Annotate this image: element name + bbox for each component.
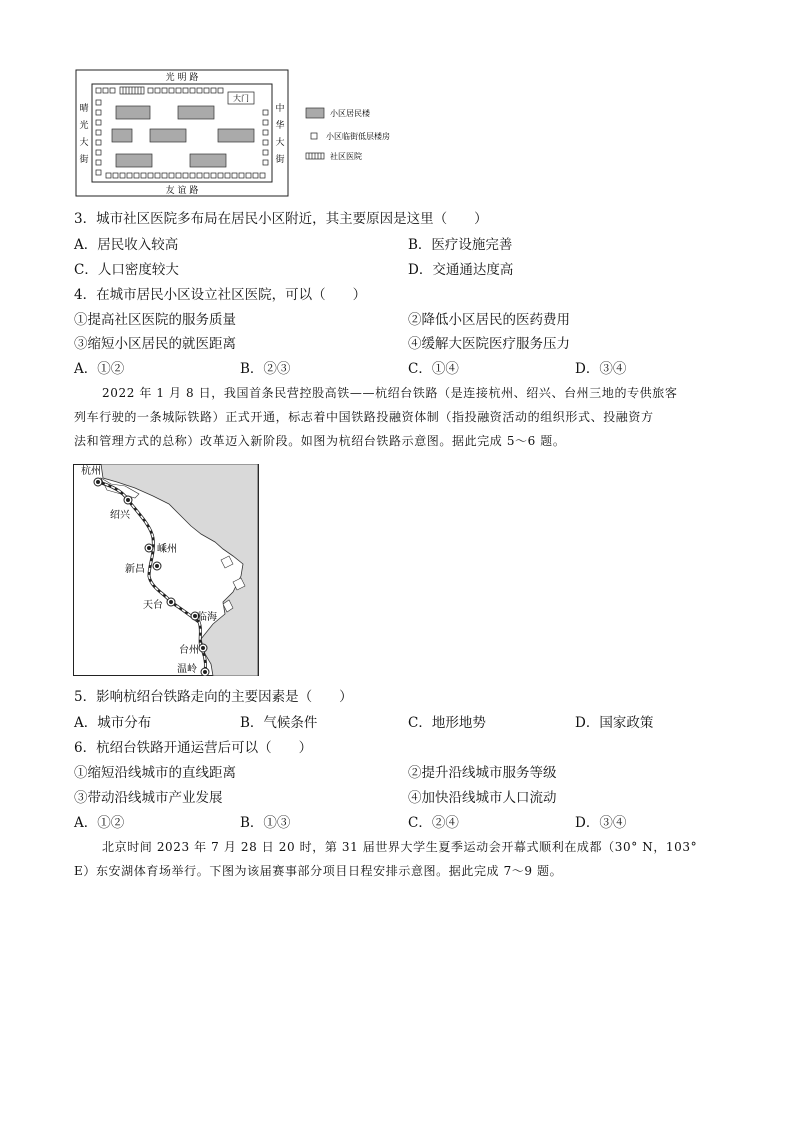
q3-option-b: B．医疗设施完善	[408, 237, 513, 253]
road-east-label-3: 大	[275, 138, 285, 148]
legend-hospital-label: 社区医院	[330, 152, 362, 161]
q6-option-c: C．②④	[408, 815, 459, 831]
road-west-label-1: 晴	[79, 104, 89, 114]
q5-stem: 5．影响杭绍台铁路走向的主要因素是（ ）	[74, 689, 353, 705]
q4-statement-4: ④缓解大医院医疗服务压力	[408, 336, 570, 352]
road-west-label-3: 大	[79, 138, 89, 148]
city-label-hangzhou: 杭州	[81, 466, 101, 477]
q4-statement-2: ②降低小区居民的医药费用	[408, 312, 570, 328]
residential-buildings	[112, 106, 254, 167]
q3-option-a: A．居民收入较高	[74, 237, 179, 253]
road-north-label: 光 明 路	[165, 73, 199, 83]
passage2-line1: 2022 年 1 月 8 日，我国首条民营控股高铁——杭绍台铁路（是连接杭州、绍兴、台州三地的专供旅客	[102, 386, 678, 400]
community-map-figure	[70, 66, 410, 200]
road-west-label-4: 街	[79, 155, 89, 165]
q4-option-b: B．②③	[240, 361, 291, 377]
q5-option-b: B．气候条件	[240, 715, 318, 731]
city-label-linhai: 临海	[197, 612, 217, 623]
road-south-label: 友 谊 路	[165, 186, 199, 196]
passage3-line1: 北京时间 2023 年 7 月 28 日 20 时，第 31 届世界大学生夏季运动会开幕式顺利在成都（30° N，103°	[102, 840, 698, 854]
q4-stem: 4．在城市居民小区设立社区医院，可以（ ）	[74, 287, 367, 303]
q6-statement-4: ④加快沿线城市人口流动	[408, 790, 557, 806]
legend-lowrise-label: 小区临街低层楼房	[326, 132, 390, 141]
q6-statement-2: ②提升沿线城市服务等级	[408, 765, 557, 781]
q6-statement-3: ③带动沿线城市产业发展	[74, 790, 223, 806]
railway-map-figure	[73, 464, 259, 676]
city-label-wenling: 温岭	[177, 664, 197, 675]
q4-option-a: A．①②	[74, 361, 125, 377]
q6-stem: 6．杭绍台铁路开通运营后可以（ ）	[74, 740, 313, 756]
legend-residential-label: 小区居民楼	[330, 109, 370, 118]
gate-label: 大门	[233, 94, 249, 103]
q6-option-a: A．①②	[74, 815, 125, 831]
q4-option-d: D．③④	[575, 361, 627, 377]
q4-statement-1: ①提高社区医院的服务质量	[74, 312, 236, 328]
city-label-tiantai: 天台	[143, 600, 163, 611]
road-east-label-2: 华	[275, 121, 285, 131]
q4-statement-3: ③缩短小区居民的就医距离	[74, 336, 236, 352]
q5-option-c: C．地形地势	[408, 715, 486, 731]
railway-map	[73, 464, 259, 676]
passage3-line2: E）东安湖体育场举行。下图为该届赛事部分项目日程安排示意图。据此完成 7～9 题。	[74, 864, 563, 878]
city-label-shengzhou: 嵊州	[157, 544, 177, 555]
q3-stem: 3．城市社区医院多布局在居民小区附近，其主要原因是这里（ ）	[74, 211, 488, 227]
q5-option-a: A．城市分布	[74, 715, 152, 731]
road-east-label-4: 街	[275, 155, 285, 165]
community-map	[70, 66, 410, 200]
legend-lowrise-swatch	[311, 133, 317, 139]
q3-option-d: D．交通通达度高	[408, 262, 514, 278]
road-west-label-2: 光	[79, 121, 89, 131]
q3-option-c: C．人口密度较大	[74, 262, 179, 278]
road-east-label-1: 中	[275, 104, 285, 114]
city-label-shaoxing: 绍兴	[110, 510, 130, 521]
q6-statement-1: ①缩短沿线城市的直线距离	[74, 765, 236, 781]
q6-option-b: B．①③	[240, 815, 291, 831]
city-label-taizhou: 台州	[179, 645, 199, 656]
city-label-xinchang: 新昌	[125, 564, 145, 575]
passage2-line2: 列车行驶的一条城际铁路）正式开通，标志着中国铁路投融资体制（指投融资活动的组织形式、投融资方	[74, 410, 654, 424]
passage2-line3: 法和管理方式的总称）改革迈入新阶段。如图为杭绍台铁路示意图。据此完成 5～6 题。	[74, 434, 566, 448]
q4-option-c: C．①④	[408, 361, 459, 377]
q6-option-d: D．③④	[575, 815, 627, 831]
q5-option-d: D．国家政策	[575, 715, 654, 731]
legend-residential-swatch	[306, 108, 324, 118]
